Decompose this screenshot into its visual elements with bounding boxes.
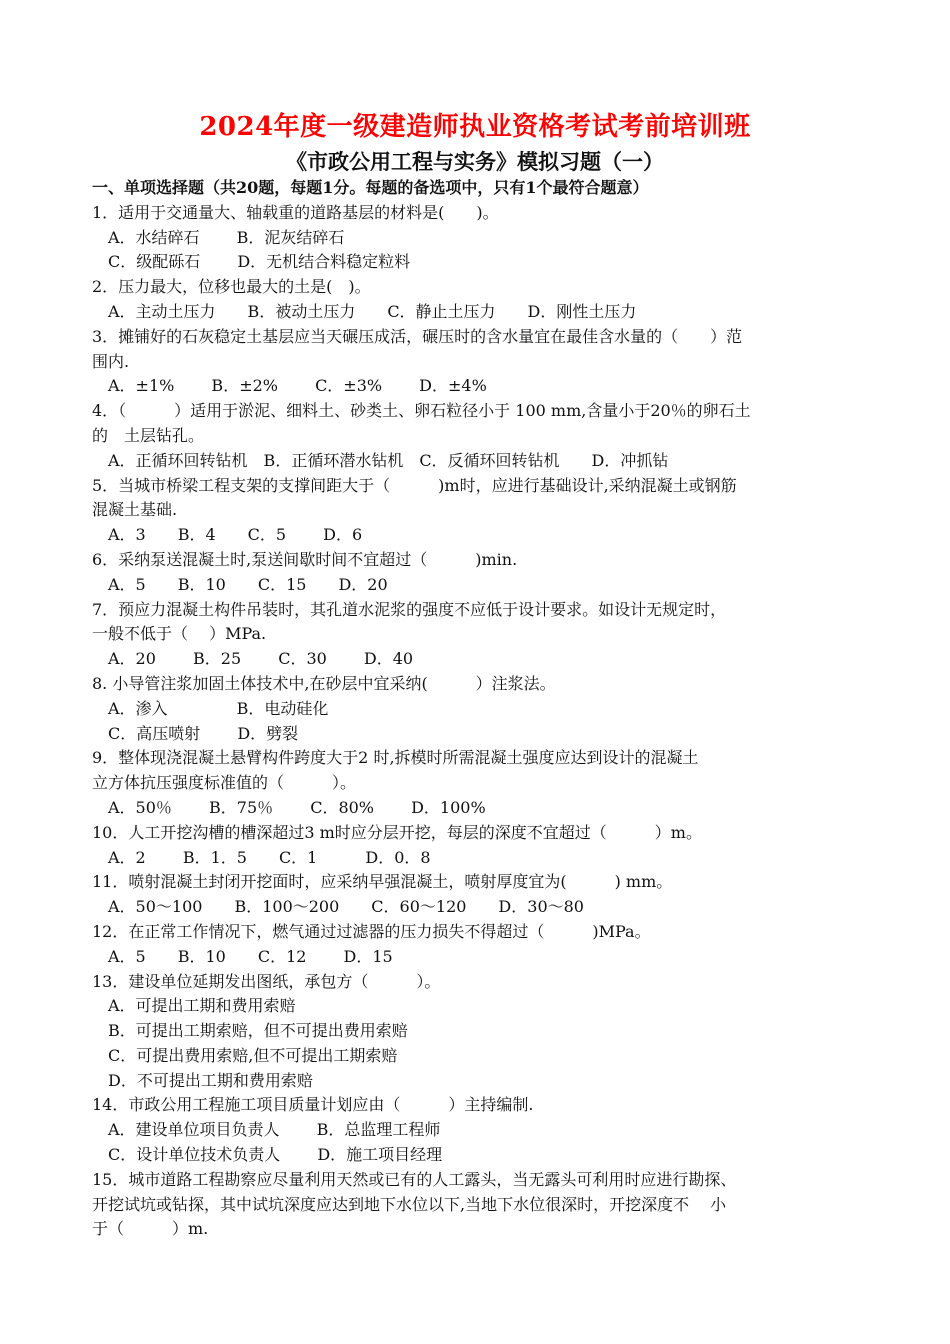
- text-line: A．20 B．25 C．30 D．40: [92, 649, 414, 669]
- text-line: A．50％ B．75％ C．80% D．100%: [92, 797, 486, 817]
- text-line: D．不可提出工期和费用索赔: [92, 1070, 313, 1090]
- text-line: A．正循环回转钻机 B．正循环潜水钻机 C．反循环回转钻机 D．冲抓钻: [92, 450, 669, 470]
- text-line: B．可提出工期索赔，但不可提出费用索赔: [92, 1021, 408, 1041]
- page-subtitle: 《市政公用工程与实务》模拟习题（一）: [286, 149, 664, 174]
- text-line: C．可提出费用索赔,但不可提出工期索赔: [92, 1045, 398, 1065]
- text-line: 14．市政公用工程施工项目质量计划应由（ ）主持编制.: [92, 1095, 534, 1115]
- text-line: 2．压力最大，位移也最大的土是( )。: [92, 277, 371, 297]
- text-line: 13．建设单位延期发出图纸，承包方（ ）。: [92, 971, 441, 991]
- question-body: [92, 176, 864, 1242]
- text-line: C．设计单位技术负责人 D．施工项目经理: [92, 1145, 443, 1165]
- text-line: A．2 B．1．5 C．1 D．0．8: [92, 847, 431, 867]
- text-line: A．可提出工期和费用索赔: [92, 996, 296, 1016]
- text-line: 11．喷射混凝土封闭开挖面时，应采纳早强混凝土，喷射厚度宜为( ) mm。: [92, 872, 673, 892]
- text-line: 12．在正常工作情况下，燃气通过过滤器的压力损失不得超过（ )MPa。: [92, 921, 651, 941]
- question-lines: [92, 201, 864, 1242]
- text-line: C．高压喷射 D．劈裂: [92, 723, 299, 743]
- text-line: 3．摊铺好的石灰稳定土基层应当天碾压成活，碾压时的含水量宜在最佳含水量的（ ）范: [92, 326, 743, 346]
- text-line: 开挖试坑或钻探，其中试坑深度应达到地下水位以下,当地下水位很深时，开挖深度不 小: [92, 1194, 727, 1214]
- text-line: 于（ ）m.: [92, 1219, 209, 1239]
- text-line: A．水结碎石 B．泥灰结碎石: [92, 227, 345, 247]
- text-line: A．渗入 B．电动硅化: [92, 698, 329, 718]
- text-line: 围内.: [92, 351, 130, 371]
- section-heading: 一、单项选择题（共20题，每题1分。每题的备选项中，只有1个最符合题意）: [92, 178, 649, 197]
- text-line: 6．采纳泵送混凝土时,泵送间歇时间不宜超过（ )min.: [92, 549, 518, 569]
- page-title: 2024年度一级建造师执业资格考试考前培训班: [199, 112, 751, 142]
- text-line: 1．适用于交通量大、轴载重的道路基层的材料是( )。: [92, 202, 499, 222]
- text-line: C．级配砾石 D．无机结合料稳定粒料: [92, 252, 411, 272]
- text-line: 混凝土基础.: [92, 500, 178, 520]
- text-line: 4．（ ）适用于淤泥、细料土、砂类土、卵石粒径小于 100 mm,含量小于20％的卵石土: [92, 401, 751, 421]
- text-line: A．3 B．4 C．5 D．6: [92, 525, 363, 545]
- text-line: A．主动土压力 B．被动土压力 C．静止土压力 D．刚性土压力: [92, 301, 637, 321]
- text-line: A．建设单位项目负责人 B．总监理工程师: [92, 1120, 441, 1140]
- text-line: 9．整体现浇混凝土悬臂构件跨度大于2 时,拆模时所需混凝土强度应达到设计的混凝土: [92, 748, 699, 768]
- text-line: A．50～100 B．100～200 C．60～120 D．30～80: [92, 897, 584, 917]
- text-line: A．5 B．10 C．15 D．20: [92, 574, 388, 594]
- text-line: 立方体抗压强度标准值的（ ）。: [92, 773, 357, 793]
- text-line: A．±1% B．±2% C．±3% D．±4%: [92, 376, 487, 396]
- text-line: 15．城市道路工程勘察应尽量利用天然或已有的人工露头，当无露头可利用时应进行勘探、: [92, 1169, 737, 1189]
- text-line: 8. 小导管注浆加固土体技术中,在砂层中宜采纳( ）注浆法。: [92, 673, 556, 693]
- text-line: 7．预应力混凝土构件吊装时，其孔道水泥浆的强度不应低于设计要求。如设计无规定时，: [92, 599, 727, 619]
- text-line: 一般不低于（ ）MPa.: [92, 624, 267, 644]
- text-line: 10．人工开挖沟槽的槽深超过3 m时应分层开挖，每层的深度不宜超过（ ）m。: [92, 822, 702, 842]
- text-line: A．5 B．10 C．12 D．15: [92, 946, 393, 966]
- text-line: 5．当城市桥梁工程支架的支撑间距大于（ )m时，应进行基础设计,采纳混凝土或钢筋: [92, 475, 737, 495]
- text-line: 的 土层钻孔。: [92, 425, 205, 445]
